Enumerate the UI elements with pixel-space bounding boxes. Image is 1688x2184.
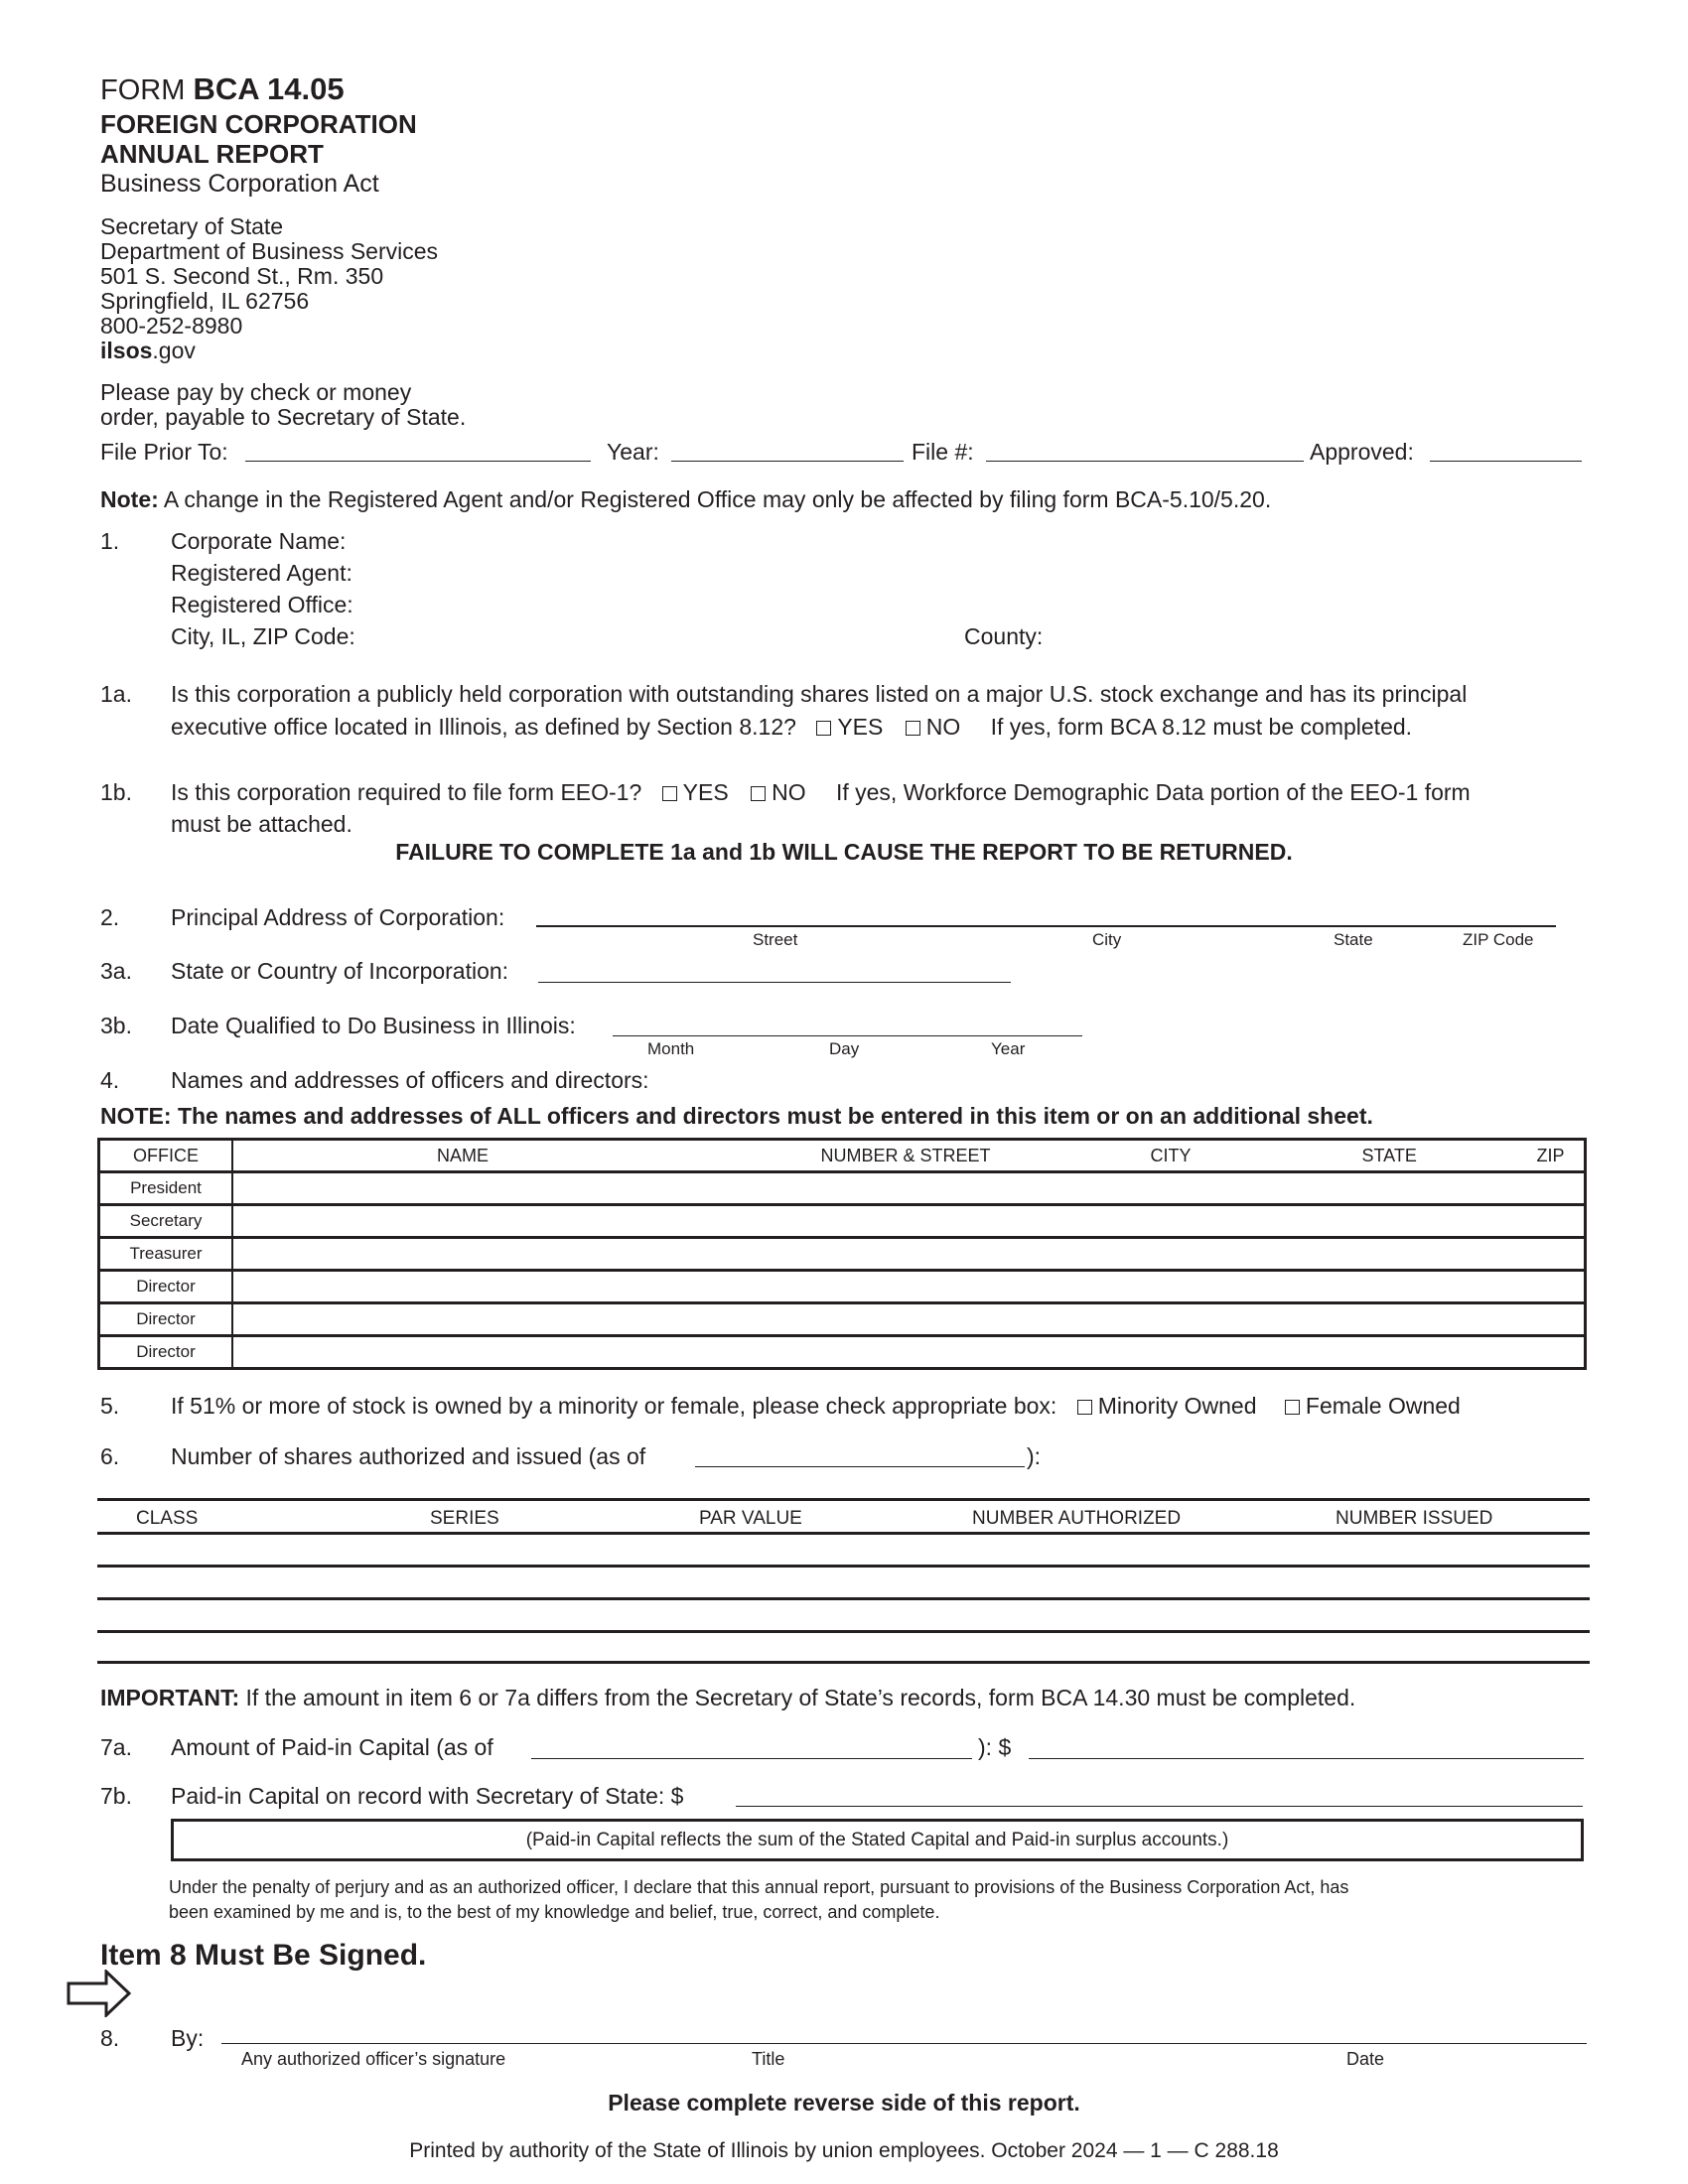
payment-line2: order, payable to Secretary of State. xyxy=(100,404,467,430)
minority-owned-option[interactable] xyxy=(1077,1393,1257,1419)
act-name: Business Corporation Act xyxy=(100,170,379,198)
reverse-side-note: Please complete reverse side of this report. xyxy=(608,2090,1080,2116)
ownership-label: If 51% or more of stock is owned by a minority or female, please check appropriate box: xyxy=(171,1393,1057,1419)
female-owned-label: Female Owned xyxy=(1305,1393,1461,1419)
declaration-line1: Under the penalty of perjury and as an authorized officer, I declare that this annual report, pursuant to provisions of the Business Corporation Act, has xyxy=(169,1877,1349,1897)
registered-agent-note xyxy=(100,487,1271,512)
form-prefix: FORM xyxy=(100,74,186,106)
address-line1: Secretary of State xyxy=(100,213,284,239)
item3a-number: 3a. xyxy=(100,958,132,984)
class-column-header: CLASS xyxy=(136,1508,199,1529)
item1b-question-line1 xyxy=(171,780,1471,805)
item1b-yes-checkbox[interactable] xyxy=(662,786,677,801)
shares-label: Number of shares authorized and issued (as of xyxy=(171,1443,646,1469)
payment-line1: Please pay by check or money xyxy=(100,379,412,405)
item1a-no-option[interactable] xyxy=(906,714,961,740)
date-qualified-field[interactable] xyxy=(613,1035,1082,1036)
officers-header-cells xyxy=(232,1140,1586,1172)
shares-row-line[interactable] xyxy=(97,1597,1590,1600)
shares-header-divider xyxy=(97,1532,1590,1535)
important-text: If the amount in item 6 or 7a differs from the Secretary of State’s records, form BCA 14.30 must be completed. xyxy=(239,1685,1356,1710)
officer-row-director xyxy=(99,1336,1586,1369)
item6-number: 6. xyxy=(100,1443,120,1469)
address-line4: Springfield, IL 62756 xyxy=(100,288,310,314)
registered-agent-label: Registered Agent: xyxy=(171,560,352,586)
form-title-line1: FOREIGN CORPORATION xyxy=(100,109,417,139)
item4-number: 4. xyxy=(100,1067,120,1093)
officers-note: NOTE: The names and addresses of ALL officers and directors must be entered in this item or on an additional sheet. xyxy=(100,1103,1373,1129)
failure-warning: FAILURE TO COMPLETE 1a and 1b WILL CAUSE THE REPORT TO BE RETURNED. xyxy=(395,839,1293,865)
item1a-question-line2 xyxy=(171,715,1412,740)
item2-number: 2. xyxy=(100,904,120,930)
office-cell: Director xyxy=(99,1271,233,1303)
file-prior-to-label: File Prior To: xyxy=(100,439,228,465)
phone: 800-252-8980 xyxy=(100,313,243,339)
item7b-number: 7b. xyxy=(100,1783,132,1809)
year-label: Year: xyxy=(607,439,659,465)
series-column-header: SERIES xyxy=(430,1508,499,1529)
registered-office-label: Registered Office: xyxy=(171,592,353,617)
paid-in-capital-as-of-field[interactable] xyxy=(531,1758,972,1759)
item3b-number: 3b. xyxy=(100,1013,132,1038)
item1a-yes-option[interactable] xyxy=(816,714,883,740)
item1a-yes-label: YES xyxy=(837,714,884,740)
declaration-line2: been examined by me and is, to the best of my knowledge and belief, true, correct, and complete. xyxy=(169,1902,940,1922)
state-column-header: STATE xyxy=(1361,1145,1417,1165)
item1b-no-label: NO xyxy=(772,779,806,805)
city-sublabel: City xyxy=(1092,930,1122,949)
file-number-label: File #: xyxy=(912,439,974,465)
date-qualified-label: Date Qualified to Do Business in Illinois: xyxy=(171,1013,576,1038)
item1b-number: 1b. xyxy=(100,779,132,805)
by-label: By: xyxy=(171,2025,205,2051)
year-field[interactable] xyxy=(671,461,904,462)
officer-entry-field[interactable] xyxy=(232,1271,1586,1303)
ownership-question xyxy=(171,1394,1461,1419)
state-of-incorporation-field[interactable] xyxy=(538,982,1011,983)
street-column-header: NUMBER & STREET xyxy=(820,1145,991,1165)
shares-table-top-border xyxy=(97,1498,1590,1501)
par-value-column-header: PAR VALUE xyxy=(699,1508,802,1529)
note-text: A change in the Registered Agent and/or Registered Office may only be affected by filing form BCA-5.10/5.20. xyxy=(158,486,1272,512)
approved-field[interactable] xyxy=(1430,461,1582,462)
office-column-header: OFFICE xyxy=(99,1140,233,1172)
zip-sublabel: ZIP Code xyxy=(1463,930,1534,949)
paid-in-capital-close: ): $ xyxy=(978,1734,1012,1760)
item1a-question-text: executive office located in Illinois, as defined by Section 8.12? xyxy=(171,714,796,740)
female-owned-checkbox[interactable] xyxy=(1285,1400,1300,1415)
officer-entry-field[interactable] xyxy=(232,1238,1586,1271)
item1b-question-line2: must be attached. xyxy=(171,811,352,837)
paid-in-capital-label: Amount of Paid-in Capital (as of xyxy=(171,1734,493,1760)
address-line2: Department of Business Services xyxy=(100,238,439,264)
name-column-header: NAME xyxy=(437,1145,490,1165)
shares-row-line[interactable] xyxy=(97,1661,1590,1664)
sign-heading: Item 8 Must Be Signed. xyxy=(100,1939,427,1972)
street-sublabel: Street xyxy=(753,930,798,949)
item5-number: 5. xyxy=(100,1393,120,1419)
approved-label: Approved: xyxy=(1310,439,1414,465)
state-of-incorporation-label: State or Country of Incorporation: xyxy=(171,958,509,984)
paid-in-capital-record-field[interactable] xyxy=(736,1806,1583,1807)
item1a-yes-checkbox[interactable] xyxy=(816,721,831,736)
officer-entry-field[interactable] xyxy=(232,1336,1586,1369)
item1b-yes-label: YES xyxy=(682,779,729,805)
officer-row-treasurer xyxy=(99,1238,1586,1271)
item1b-yes-option[interactable] xyxy=(662,779,729,805)
officers-label: Names and addresses of officers and directors: xyxy=(171,1067,649,1093)
website-suffix: .gov xyxy=(152,338,196,363)
office-cell: President xyxy=(99,1172,233,1205)
date-sublabel: Date xyxy=(1346,2049,1385,2069)
number-issued-column-header: NUMBER ISSUED xyxy=(1336,1508,1493,1529)
file-prior-to-field[interactable] xyxy=(245,461,591,462)
office-cell: Director xyxy=(99,1303,233,1336)
office-cell: Secretary xyxy=(99,1205,233,1238)
note-label: Note: xyxy=(100,486,159,512)
item1b-no-checkbox[interactable] xyxy=(751,786,766,801)
signature-field[interactable] xyxy=(221,2043,1587,2044)
website xyxy=(100,339,196,363)
number-authorized-column-header: NUMBER AUTHORIZED xyxy=(972,1508,1182,1529)
footer: Printed by authority of the State of Illinois by union employees. October 2024 — 1 — C 288.18 xyxy=(409,2139,1279,2162)
item8-number: 8. xyxy=(100,2025,120,2051)
item1a-question-line1: Is this corporation a publicly held corporation with outstanding shares listed on a major U.S. stock exchange and has its principal xyxy=(171,681,1468,707)
item1b-instruction: If yes, Workforce Demographic Data portion of the EEO-1 form xyxy=(835,779,1471,805)
year-sublabel: Year xyxy=(991,1039,1026,1058)
officer-entry-field[interactable] xyxy=(232,1303,1586,1336)
officer-row-president xyxy=(99,1172,1586,1205)
form-title-line2: ANNUAL REPORT xyxy=(100,139,324,169)
zip-column-header: ZIP xyxy=(1536,1145,1565,1165)
city-zip-label: City, IL, ZIP Code: xyxy=(171,623,355,649)
item1-number: 1. xyxy=(100,528,120,554)
shares-row-line[interactable] xyxy=(97,1630,1590,1633)
county-label: County: xyxy=(964,623,1044,649)
corporate-name-label: Corporate Name: xyxy=(171,528,347,554)
title-sublabel: Title xyxy=(752,2049,785,2069)
minority-owned-checkbox[interactable] xyxy=(1077,1400,1092,1415)
officer-row-director xyxy=(99,1271,1586,1303)
paid-in-capital-amount-field[interactable] xyxy=(1029,1758,1584,1759)
signature-sublabel: Any authorized officer’s signature xyxy=(241,2049,506,2069)
form-number xyxy=(100,71,345,107)
item7a-number: 7a. xyxy=(100,1734,132,1760)
item1a-no-checkbox[interactable] xyxy=(906,721,920,736)
item1b-no-option[interactable] xyxy=(751,779,806,805)
paid-in-capital-record-label: Paid-in Capital on record with Secretary of State: $ xyxy=(171,1783,684,1809)
address-line3: 501 S. Second St., Rm. 350 xyxy=(100,263,384,289)
important-label: IMPORTANT: xyxy=(100,1685,240,1710)
shares-label-close: ): xyxy=(1027,1443,1042,1469)
office-cell: Treasurer xyxy=(99,1238,233,1271)
website-bold: ilsos xyxy=(100,338,153,363)
principal-address-field[interactable] xyxy=(536,925,1556,927)
item1a-number: 1a. xyxy=(100,681,132,707)
city-column-header: CITY xyxy=(1150,1145,1192,1165)
item1b-question-text: Is this corporation required to file form EEO-1? xyxy=(171,779,642,805)
officers-table xyxy=(97,1138,1587,1370)
form-code: BCA 14.05 xyxy=(193,71,345,106)
officer-entry-field[interactable] xyxy=(232,1205,1586,1238)
file-number-field[interactable] xyxy=(986,461,1304,462)
principal-address-label: Principal Address of Corporation: xyxy=(171,904,505,930)
shares-as-of-date-field[interactable] xyxy=(695,1466,1025,1467)
officers-header-row xyxy=(99,1140,1586,1172)
female-owned-option[interactable] xyxy=(1285,1393,1461,1419)
officer-row-secretary xyxy=(99,1205,1586,1238)
officer-entry-field[interactable] xyxy=(232,1172,1586,1205)
item1a-instruction: If yes, form BCA 8.12 must be completed. xyxy=(990,714,1413,740)
state-sublabel: State xyxy=(1334,930,1373,949)
month-sublabel: Month xyxy=(647,1039,695,1058)
right-arrow-icon xyxy=(67,1970,132,2017)
important-note xyxy=(100,1686,1355,1710)
office-cell: Director xyxy=(99,1336,233,1369)
day-sublabel: Day xyxy=(829,1039,860,1058)
minority-owned-label: Minority Owned xyxy=(1097,1393,1257,1419)
shares-row-line[interactable] xyxy=(97,1565,1590,1568)
capital-note-box: (Paid-in Capital reflects the sum of the Stated Capital and Paid-in surplus accounts.) xyxy=(171,1819,1584,1861)
officer-row-director xyxy=(99,1303,1586,1336)
item1a-no-label: NO xyxy=(925,714,961,740)
